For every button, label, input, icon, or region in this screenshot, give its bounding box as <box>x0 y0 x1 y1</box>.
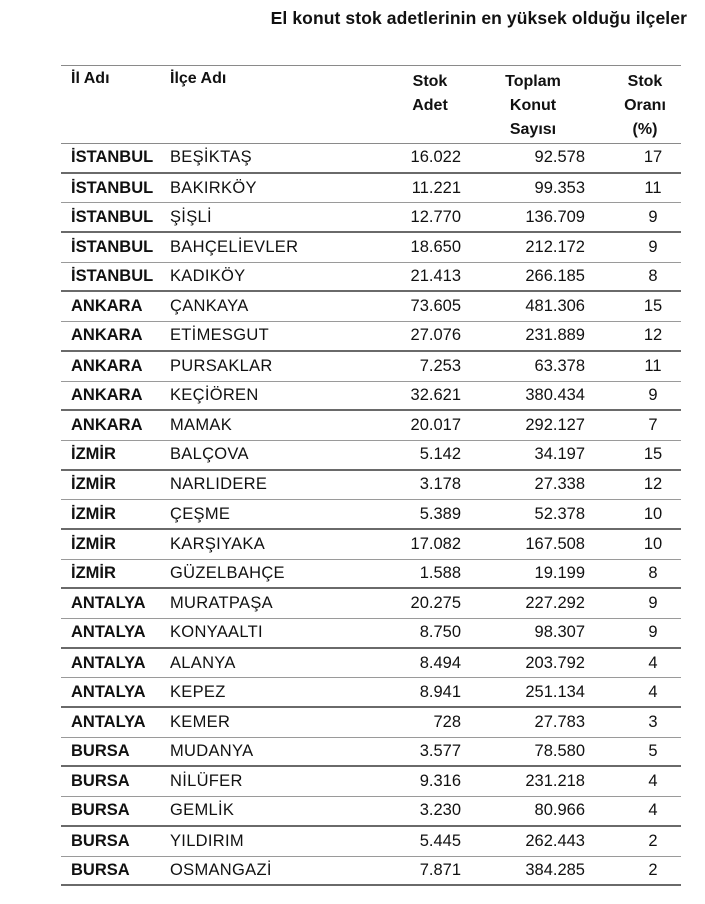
cell-stok-adet: 17.082 <box>410 534 461 553</box>
cell-il-adi: ANKARA <box>71 416 143 435</box>
cell-ilce-adi: MURATPAŞA <box>170 594 273 613</box>
cell-stok-orani: 4 <box>648 653 658 672</box>
cell-stok-orani: 8 <box>648 267 658 286</box>
cell-stok-adet: 5.445 <box>419 831 461 850</box>
table-row <box>61 500 681 530</box>
cell-stok-orani: 3 <box>648 712 658 731</box>
stock-table <box>61 65 681 886</box>
table-row <box>61 797 681 827</box>
cell-stok-orani: 7 <box>648 416 658 435</box>
cell-toplam-konut: 231.218 <box>525 772 585 791</box>
cell-toplam-konut: 80.966 <box>534 801 585 820</box>
cell-stok-adet: 7.253 <box>419 356 461 375</box>
table-row <box>61 441 681 471</box>
cell-stok-orani: 8 <box>648 563 658 582</box>
header-oran-line-3: (%) <box>632 121 658 138</box>
cell-ilce-adi: KEPEZ <box>170 682 226 701</box>
cell-ilce-adi: ŞİŞLİ <box>170 207 212 226</box>
table-row <box>61 678 681 708</box>
cell-stok-adet: 21.413 <box>410 267 461 286</box>
cell-stok-orani: 9 <box>648 594 658 613</box>
cell-toplam-konut: 380.434 <box>525 385 585 404</box>
cell-ilce-adi: NİLÜFER <box>170 772 243 791</box>
cell-ilce-adi: KONYAALTI <box>170 623 263 642</box>
cell-il-adi: BURSA <box>71 831 130 850</box>
cell-stok-orani: 9 <box>648 385 658 404</box>
cell-il-adi: BURSA <box>71 742 130 761</box>
cell-stok-orani: 9 <box>648 207 658 226</box>
cell-toplam-konut: 92.578 <box>534 148 585 167</box>
cell-il-adi: İZMİR <box>71 445 116 464</box>
cell-stok-orani: 5 <box>648 742 658 761</box>
header-toplam-line-2: Konut <box>509 97 557 114</box>
cell-ilce-adi: BAHÇELİEVLER <box>170 237 299 256</box>
table-row <box>61 827 681 857</box>
cell-toplam-konut: 34.197 <box>534 445 585 464</box>
table-row <box>61 857 681 887</box>
cell-il-adi: BURSA <box>71 860 130 879</box>
cell-ilce-adi: KADIKÖY <box>170 267 246 286</box>
cell-stok-adet: 8.750 <box>419 623 461 642</box>
cell-stok-orani: 12 <box>643 326 663 345</box>
cell-ilce-adi: KEÇİÖREN <box>170 385 259 404</box>
cell-ilce-adi: ETİMESGUT <box>170 326 269 345</box>
cell-il-adi: BURSA <box>71 772 130 791</box>
cell-ilce-adi: OSMANGAZİ <box>170 860 272 879</box>
cell-stok-adet: 32.621 <box>410 385 461 404</box>
table-row <box>61 233 681 263</box>
cell-il-adi: İZMİR <box>71 475 116 494</box>
cell-il-adi: ANKARA <box>71 297 143 316</box>
cell-stok-orani: 2 <box>648 831 658 850</box>
table-row <box>61 203 681 233</box>
cell-il-adi: ANTALYA <box>71 712 146 731</box>
table-row <box>61 530 681 560</box>
table-row <box>61 560 681 590</box>
cell-ilce-adi: ALANYA <box>170 653 236 672</box>
cell-toplam-konut: 251.134 <box>525 682 585 701</box>
cell-stok-orani: 17 <box>643 148 663 167</box>
cell-toplam-konut: 136.709 <box>525 207 585 226</box>
table-row <box>61 174 681 204</box>
table-row <box>61 649 681 679</box>
table-row <box>61 708 681 738</box>
cell-ilce-adi: MUDANYA <box>170 742 254 761</box>
table-row <box>61 471 681 501</box>
cell-toplam-konut: 27.783 <box>534 712 585 731</box>
cell-stok-adet: 5.389 <box>419 504 461 523</box>
header-stok-adet <box>379 70 461 118</box>
table-body <box>61 144 681 886</box>
cell-stok-orani: 9 <box>648 237 658 256</box>
cell-il-adi: BURSA <box>71 801 130 820</box>
cell-toplam-konut: 227.292 <box>525 594 585 613</box>
cell-toplam-konut: 266.185 <box>525 267 585 286</box>
header-stok-orani <box>585 70 681 142</box>
table-row <box>61 589 681 619</box>
table-row <box>61 619 681 649</box>
header-il-adi: İl Adı <box>71 70 110 87</box>
cell-stok-adet: 20.275 <box>410 594 461 613</box>
cell-il-adi: İZMİR <box>71 534 116 553</box>
cell-il-adi: İSTANBUL <box>71 267 154 286</box>
cell-stok-orani: 15 <box>643 445 663 464</box>
header-stok-line-2: Adet <box>412 97 448 114</box>
header-oran-line-2: Oranı <box>624 97 666 114</box>
cell-toplam-konut: 52.378 <box>534 504 585 523</box>
header-oran-line-1: Stok <box>627 73 663 90</box>
table-row <box>61 292 681 322</box>
cell-toplam-konut: 212.172 <box>525 237 585 256</box>
cell-il-adi: ANTALYA <box>71 594 146 613</box>
cell-il-adi: İSTANBUL <box>71 178 154 197</box>
header-ilce-adi: İlçe Adı <box>170 70 227 87</box>
cell-stok-adet: 3.577 <box>419 742 461 761</box>
cell-ilce-adi: ÇEŞME <box>170 504 231 523</box>
header-toplam-line-3: Sayısı <box>509 121 557 138</box>
cell-ilce-adi: ÇANKAYA <box>170 297 249 316</box>
table-row <box>61 382 681 412</box>
cell-stok-adet: 20.017 <box>410 416 461 435</box>
header-stok-line-1: Stok <box>412 73 448 90</box>
cell-stok-adet: 728 <box>433 712 461 731</box>
cell-stok-orani: 12 <box>643 475 663 494</box>
cell-il-adi: ANKARA <box>71 385 143 404</box>
cell-stok-adet: 16.022 <box>410 148 461 167</box>
cell-stok-orani: 4 <box>648 682 658 701</box>
cell-toplam-konut: 384.285 <box>525 860 585 879</box>
cell-stok-adet: 7.871 <box>419 860 461 879</box>
cell-il-adi: ANTALYA <box>71 682 146 701</box>
cell-toplam-konut: 19.199 <box>534 563 585 582</box>
cell-il-adi: İSTANBUL <box>71 148 154 167</box>
cell-stok-adet: 11.221 <box>411 178 461 197</box>
cell-toplam-konut: 481.306 <box>525 297 585 316</box>
cell-stok-orani: 4 <box>648 801 658 820</box>
cell-stok-adet: 1.588 <box>419 563 461 582</box>
cell-toplam-konut: 167.508 <box>525 534 585 553</box>
cell-il-adi: ANKARA <box>71 356 143 375</box>
table-row <box>61 767 681 797</box>
cell-toplam-konut: 98.307 <box>534 623 585 642</box>
table-row <box>61 352 681 382</box>
cell-ilce-adi: GEMLİK <box>170 801 235 820</box>
cell-il-adi: ANKARA <box>71 326 143 345</box>
cell-stok-orani: 10 <box>643 534 663 553</box>
cell-stok-adet: 18.650 <box>410 237 461 256</box>
cell-toplam-konut: 292.127 <box>525 416 585 435</box>
cell-il-adi: İZMİR <box>71 504 116 523</box>
cell-stok-adet: 3.178 <box>419 475 461 494</box>
cell-il-adi: İZMİR <box>71 563 116 582</box>
cell-ilce-adi: BALÇOVA <box>170 445 249 464</box>
cell-ilce-adi: BAKIRKÖY <box>170 178 257 197</box>
cell-stok-adet: 27.076 <box>410 326 461 345</box>
cell-toplam-konut: 63.378 <box>534 356 585 375</box>
cell-stok-orani: 11 <box>644 356 662 375</box>
cell-toplam-konut: 231.889 <box>525 326 585 345</box>
table-row <box>61 263 681 293</box>
cell-stok-adet: 8.494 <box>419 653 461 672</box>
cell-toplam-konut: 27.338 <box>534 475 585 494</box>
cell-stok-adet: 3.230 <box>419 801 461 820</box>
cell-stok-adet: 12.770 <box>410 207 461 226</box>
cell-ilce-adi: GÜZELBAHÇE <box>170 563 285 582</box>
cell-stok-orani: 2 <box>648 860 658 879</box>
cell-ilce-adi: BEŞİKTAŞ <box>170 148 252 167</box>
cell-stok-orani: 15 <box>643 297 663 316</box>
cell-stok-adet: 9.316 <box>419 772 461 791</box>
header-toplam-konut <box>461 70 585 142</box>
cell-stok-adet: 8.941 <box>419 682 461 701</box>
cell-stok-adet: 73.605 <box>410 297 461 316</box>
cell-il-adi: ANTALYA <box>71 653 146 672</box>
cell-ilce-adi: KARŞIYAKA <box>170 534 266 553</box>
page-title: El konut stok adetlerinin en yüksek olduğu ilçeler <box>270 8 687 28</box>
cell-il-adi: ANTALYA <box>71 623 146 642</box>
table-row <box>61 322 681 352</box>
cell-toplam-konut: 262.443 <box>525 831 585 850</box>
table-header <box>61 66 681 144</box>
cell-ilce-adi: NARLIDERE <box>170 475 268 494</box>
header-toplam-line-1: Toplam <box>505 73 561 90</box>
cell-ilce-adi: PURSAKLAR <box>170 356 273 375</box>
table-row <box>61 144 681 174</box>
cell-stok-orani: 11 <box>644 178 662 197</box>
cell-ilce-adi: MAMAK <box>170 416 233 435</box>
cell-stok-orani: 9 <box>648 623 658 642</box>
cell-il-adi: İSTANBUL <box>71 207 154 226</box>
cell-toplam-konut: 78.580 <box>534 742 585 761</box>
cell-toplam-konut: 203.792 <box>525 653 585 672</box>
cell-stok-orani: 4 <box>648 772 658 791</box>
cell-toplam-konut: 99.353 <box>534 178 585 197</box>
cell-ilce-adi: YILDIRIM <box>170 831 244 850</box>
cell-il-adi: İSTANBUL <box>71 237 154 256</box>
cell-ilce-adi: KEMER <box>170 712 231 731</box>
cell-stok-orani: 10 <box>643 504 663 523</box>
table-row <box>61 411 681 441</box>
table-row <box>61 738 681 768</box>
cell-stok-adet: 5.142 <box>419 445 461 464</box>
